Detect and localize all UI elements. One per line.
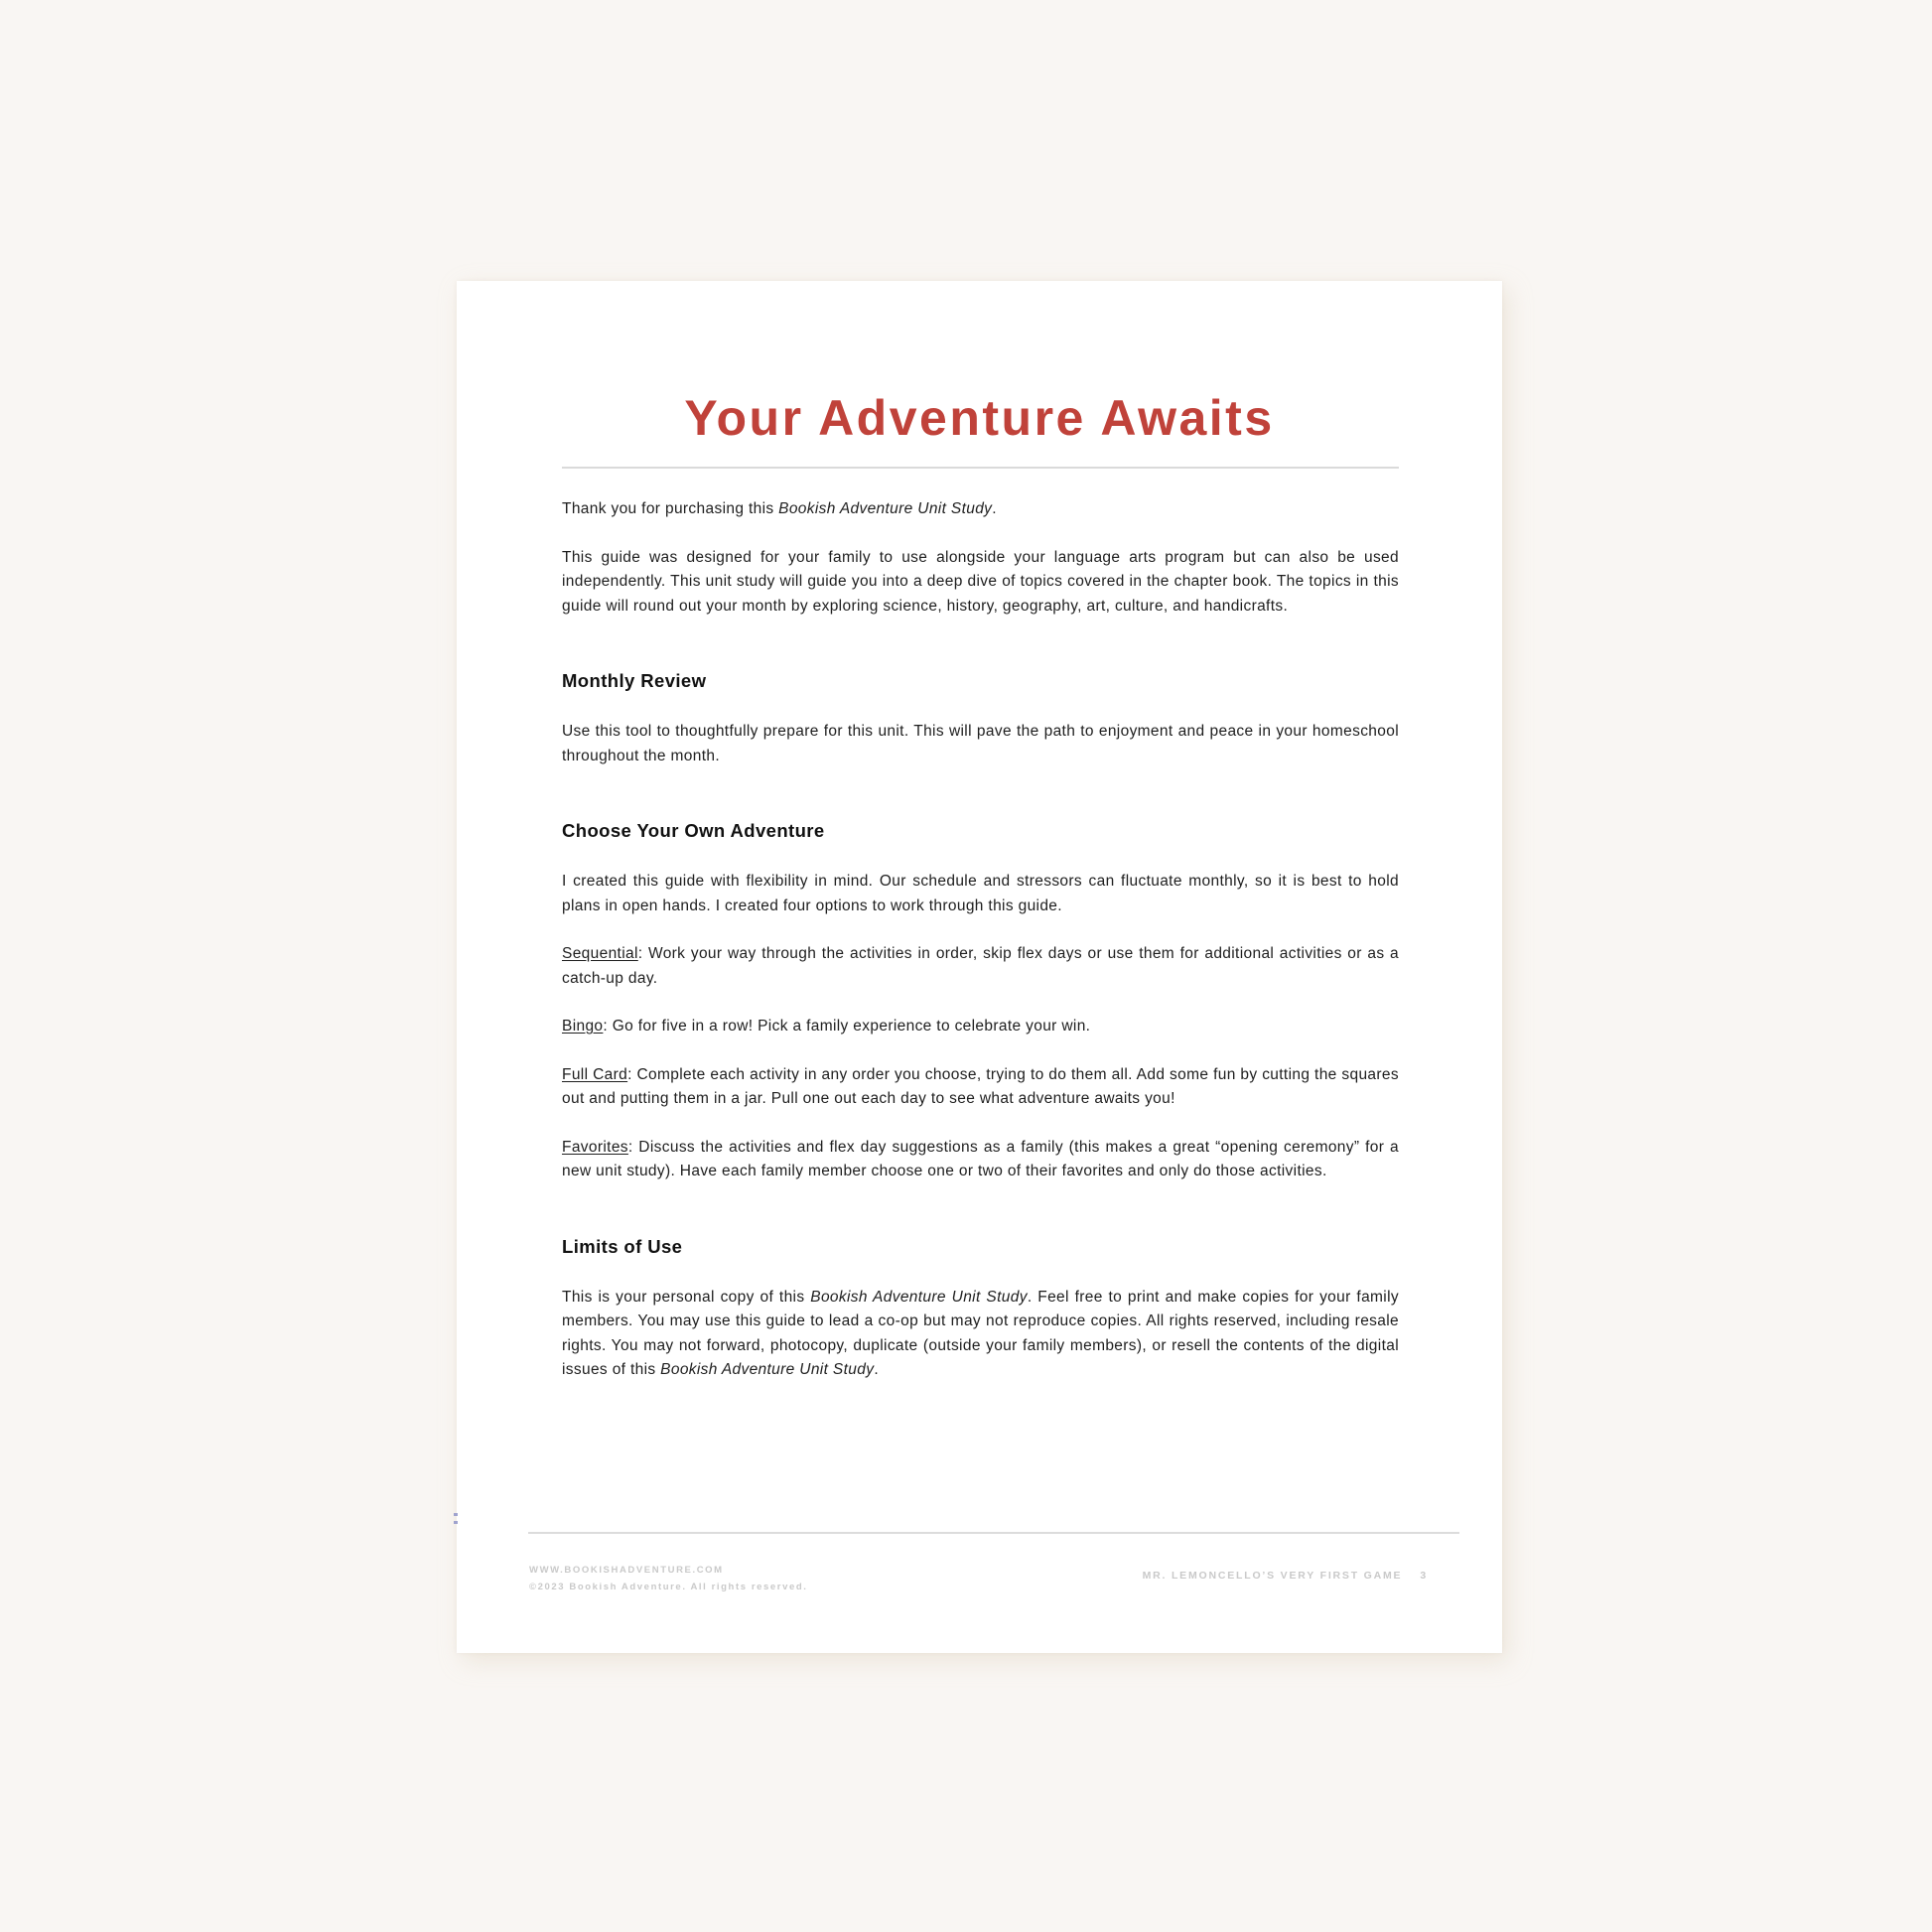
thanks-suffix: . (992, 500, 997, 517)
option-label: Bingo (562, 1018, 604, 1035)
option-full-card (562, 1063, 1399, 1112)
footer-copyright: ©2023 Bookish Adventure. All rights reserved. (529, 1582, 808, 1592)
footer-right (1143, 1570, 1428, 1582)
product-name: Bookish Adventure Unit Study (778, 500, 993, 517)
edge-marks (454, 1513, 462, 1525)
thanks-text: Thank you for purchasing this (562, 500, 779, 517)
limits-of-use-paragraph (562, 1286, 1399, 1383)
product-name: Bookish Adventure Unit Study (810, 1288, 1028, 1306)
page-title: Your Adventure Awaits (684, 390, 1275, 446)
option-label: Full Card (562, 1065, 628, 1083)
option-text: : Complete each activity in any order you choose, trying to do them all. Add some fun by cutting the squares out and putting them in a jar. Pull one out each day to see what adventure awaits you! (562, 1065, 1399, 1107)
section-heading-monthly-review: Monthly Review (562, 670, 707, 691)
option-bingo (562, 1015, 1399, 1039)
intro-paragraph: This guide was designed for your family to use alongside your language arts program but can also be used independently. This unit study will guide you into a deep dive of topics covered in the chapter book. The topics in this guide will round out your month by exploring science, history, geography, art, culture, and handicrafts. (562, 548, 1399, 615)
footer-book-title: MR. LEMONCELLO’S VERY FIRST GAME (1142, 1570, 1403, 1582)
footer-website: WWW.BOOKISHADVENTURE.COM (529, 1565, 724, 1576)
option-text: : Work your way through the activities in order, skip flex days or use them for additional activities or as a catch-up day. (562, 945, 1399, 987)
product-name: Bookish Adventure Unit Study (660, 1361, 875, 1378)
limits-text: . (874, 1361, 879, 1378)
footer-left (529, 1562, 808, 1595)
limits-text: This is your personal copy of this (562, 1288, 811, 1306)
choose-adventure-paragraph: I created this guide with flexibility in mind. Our schedule and stressors can fluctuate monthly, so it is best to hold plans in open hands. I created four options to work through this guide. (562, 873, 1399, 914)
option-text: : Go for five in a row! Pick a family experience to celebrate your win. (603, 1018, 1091, 1035)
monthly-review-paragraph: Use this tool to thoughtfully prepare for this unit. This will pave the path to enjoyment and peace in your homeschool throughout the month. (562, 723, 1399, 764)
document-page (457, 281, 1502, 1653)
section-heading-limits-of-use: Limits of Use (562, 1235, 683, 1257)
section-heading-choose-adventure: Choose Your Own Adventure (562, 820, 825, 841)
page-number: 3 (1420, 1570, 1428, 1582)
thanks-paragraph (562, 497, 1399, 522)
option-sequential (562, 942, 1399, 991)
option-text: : Discuss the activities and flex day suggestions as a family (this makes a great “opening ceremony” for a new unit study). Have each family member choose one or two of their favorites and only do those activities. (562, 1138, 1399, 1179)
option-favorites (562, 1136, 1399, 1184)
footer-divider (528, 1532, 1459, 1534)
page-content (562, 497, 1399, 1383)
title-divider (562, 467, 1399, 469)
option-label: Favorites (562, 1138, 628, 1156)
option-label: Sequential (562, 945, 638, 962)
limits-text: . Feel free to print and make copies for your family members. You may use this guide to lead a co-op but may not reproduce copies. All rights reserved, including resale rights. You may not forward, photocopy, duplicate (outside your family members), or resell the contents of the digital issues of this (562, 1288, 1399, 1378)
